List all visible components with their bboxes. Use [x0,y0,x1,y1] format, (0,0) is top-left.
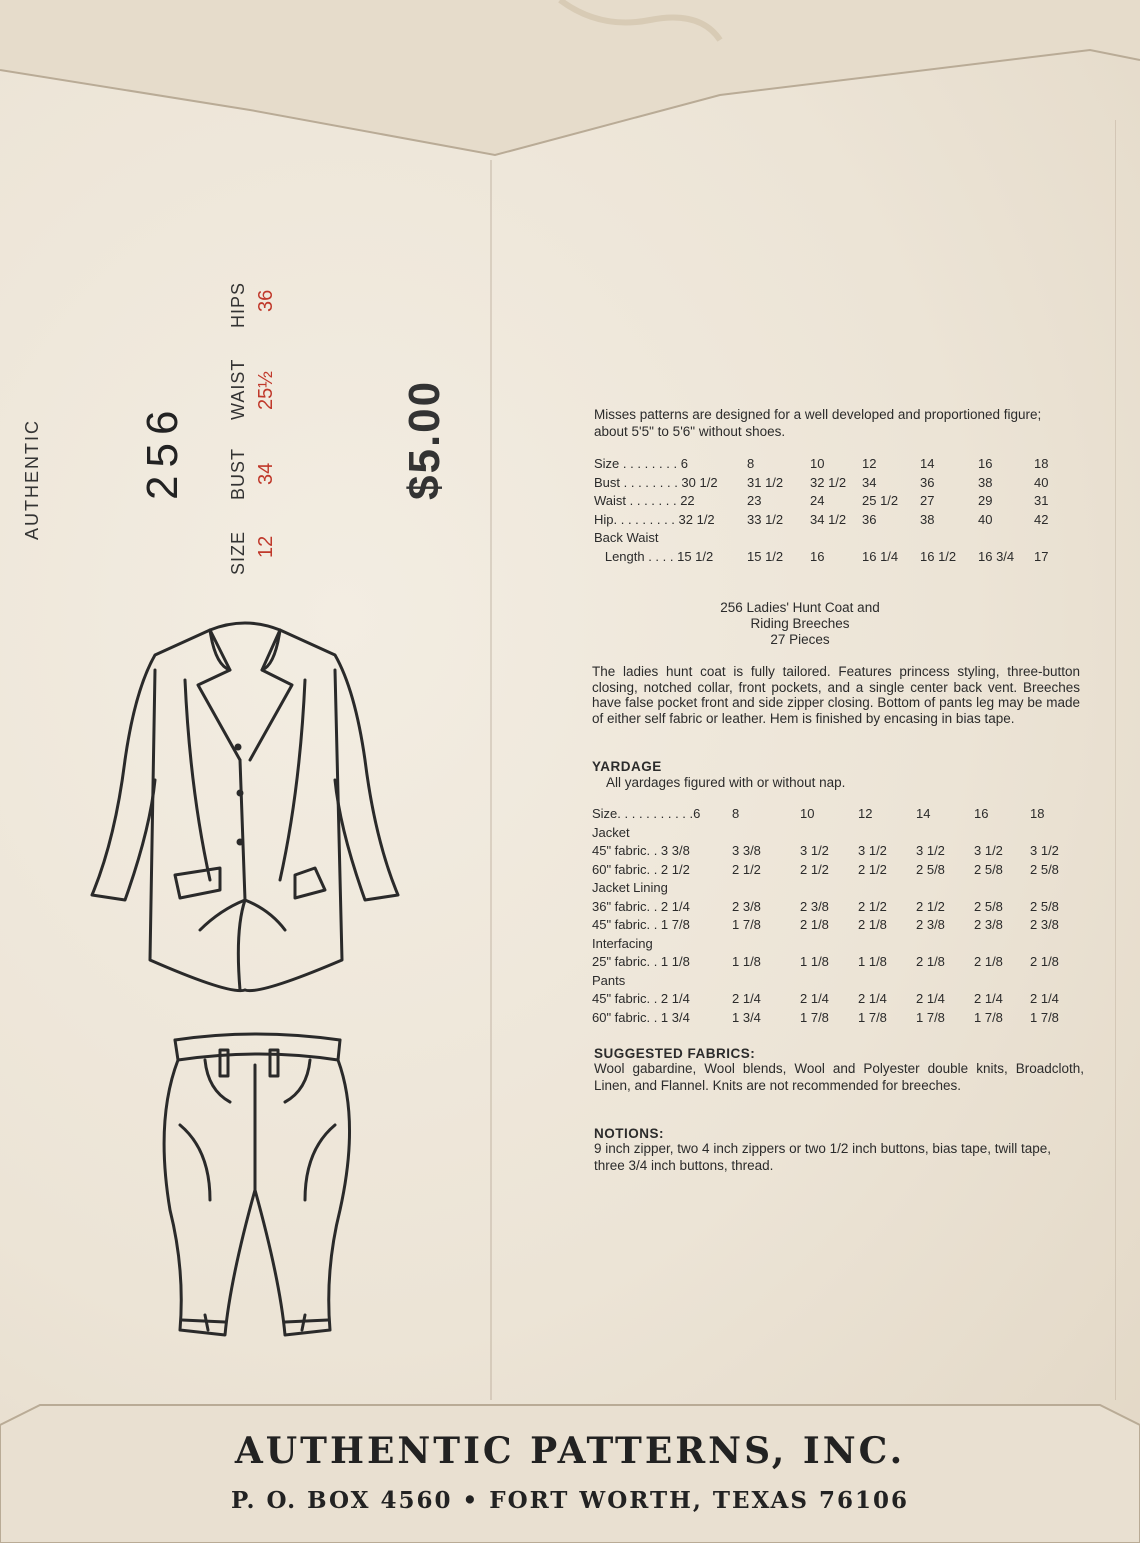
row-label: Hip. . . . . . . . . 32 1/2 [594,511,715,527]
envelope-flap [0,0,1140,180]
table-cell: 1 7/8 [1030,1009,1059,1025]
bust-label: BUST [228,447,248,500]
measurement-table [594,456,1074,571]
row-label: 25" fabric. . 1 1/8 [592,954,690,969]
table-cell: 31 [1034,493,1049,508]
row-label: 60" fabric. . 1 3/4 [592,1009,690,1025]
table-cell: 2 5/8 [974,861,1003,877]
notions-text: 9 inch zipper, two 4 inch zippers or two 1/2 inch buttons, bias tape, twill tape, three 3/4 inch buttons, thread. [594,1141,1052,1173]
yardage-heading: YARDAGE [592,759,662,774]
envelope-seam [490,160,492,1400]
table-cell: 2 1/8 [916,954,945,969]
yardage-table [592,806,1082,1031]
row-label: Pants [592,972,626,988]
table-cell: 32 1/2 [810,474,847,490]
table-cell: 12 [862,456,877,471]
table-cell: 1 7/8 [916,1009,945,1025]
table-cell: 34 1/2 [810,511,847,527]
table-cell: 16 3/4 [978,548,1015,564]
title-line: 256 Ladies' Hunt Coat and [720,600,880,615]
table-cell: 2 3/8 [732,898,761,914]
riding-breeches-illustration [150,1030,370,1375]
table-cell: 34 [862,474,877,490]
table-cell: 2 1/8 [1030,954,1059,969]
table-cell: 18 [1034,456,1049,471]
table-cell: 10 [810,456,825,471]
table-cell: 29 [978,493,993,508]
envelope-edge [1115,120,1116,1400]
table-cell: 2 3/8 [974,917,1003,932]
table-cell: 18 [1030,806,1045,821]
table-cell: 31 1/2 [747,474,784,490]
row-label: Back Waist [594,530,659,545]
table-cell: 24 [810,493,825,508]
table-cell: 2 1/8 [974,954,1003,969]
table-cell: 1 7/8 [858,1009,887,1025]
table-cell: 2 5/8 [1030,898,1059,914]
row-label: 45" fabric. . 2 1/4 [592,991,690,1006]
table-cell: 40 [978,511,993,527]
table-cell: 3 3/8 [732,843,761,858]
table-cell: 27 [920,493,935,508]
table-cell: 2 1/2 [858,898,887,914]
row-label: Bust . . . . . . . . 30 1/2 [594,474,718,490]
row-label: 60" fabric. . 2 1/2 [592,861,690,877]
pattern-number: 256 [138,402,187,500]
size-value: 12 [255,535,277,558]
waist-value: 25½ [255,371,277,410]
row-label: 36" fabric. . 2 1/4 [592,898,690,914]
table-cell: 2 1/2 [858,861,887,877]
row-label: 45" fabric. . 1 7/8 [592,917,690,932]
table-cell: 1 7/8 [732,917,761,932]
table-cell: 1 1/8 [800,954,829,969]
table-cell: 3 1/2 [800,843,829,858]
row-label: Size . . . . . . . . 6 [594,456,688,471]
table-cell: 1 3/4 [732,1009,761,1025]
table-cell: 2 3/8 [916,917,945,932]
hips-label: HIPS [228,281,248,328]
table-cell: 2 5/8 [916,861,945,877]
table-cell: 16 [978,456,993,471]
size-label: SIZE [228,530,248,575]
fabrics-text: Wool gabardine, Wool blends, Wool and Polyester double knits, Broadcloth, Linen, and Flannel. Knits are not recommended for breeches. [594,1061,1084,1093]
table-cell: 3 1/2 [916,843,945,858]
table-cell: 12 [858,806,873,821]
table-cell: 40 [1034,474,1049,490]
table-cell: 2 3/8 [1030,917,1059,932]
notions-heading: NOTIONS: [594,1126,664,1141]
table-cell: 36 [862,511,877,527]
table-cell: 16 1/4 [862,548,899,564]
table-cell: 2 1/8 [800,917,829,932]
row-label: Size. . . . . . . . . . .6 [592,806,701,821]
table-cell: 38 [920,511,935,527]
table-cell: 33 1/2 [747,511,784,527]
table-cell: 8 [747,456,755,471]
bust-value: 34 [255,462,277,485]
table-cell: 2 1/4 [916,991,945,1006]
table-cell: 2 3/8 [800,898,829,914]
table-cell: 3 1/2 [858,843,887,858]
description: The ladies hunt coat is fully tailored. Features princess styling, three-button closing, notched collar, front pockets, and a single center back vent. Breeches have false pocket front and side zipper closing. Bottom of pants leg may be made of either self fabric or leather. Hem is finished by encasing in bias tape. [592,664,1080,726]
table-cell: 2 1/4 [800,991,829,1006]
intro-text: Misses patterns are designed for a well developed and proportioned figure; about 5'5" to 5'6" without shoes. [594,407,1042,439]
company-address: P. O. BOX 4560 • FORT WORTH, TEXAS 76106 [230,1487,910,1514]
title-line: Riding Breeches [750,616,850,631]
hips-value: 36 [255,289,277,312]
table-cell: 8 [732,806,740,821]
table-cell: 42 [1034,511,1049,527]
table-cell: 17 [1034,548,1049,564]
table-cell: 16 [974,806,989,821]
table-cell: 10 [800,806,815,821]
price: $5.00 [400,379,449,500]
table-cell: 2 1/4 [732,991,761,1006]
table-cell: 14 [916,806,931,821]
table-cell: 25 1/2 [862,493,899,508]
row-label: Length . . . . 15 1/2 [594,548,714,564]
table-cell: 16 1/2 [920,548,957,564]
table-cell: 3 1/2 [974,843,1003,858]
fabrics-heading: SUGGESTED FABRICS: [594,1046,756,1061]
table-cell: 14 [920,456,935,471]
table-cell: 2 5/8 [974,898,1003,914]
table-cell: 23 [747,493,762,508]
waist-label: WAIST [228,358,248,420]
table-cell: 36 [920,474,935,490]
table-cell: 16 [810,548,825,564]
table-cell: 1 1/8 [732,954,761,969]
table-cell: 1 1/8 [858,954,887,969]
table-cell: 1 7/8 [800,1009,829,1025]
pattern-title [700,600,900,648]
row-label: Jacket [592,824,630,840]
table-cell: 2 1/4 [1030,991,1059,1006]
row-label: Jacket Lining [592,880,668,895]
table-cell: 2 1/4 [974,991,1003,1006]
table-cell: 15 1/2 [747,548,784,564]
yardage-note: All yardages figured with or without nap. [606,775,846,790]
company-name: AUTHENTIC PATTERNS, INC. [234,1430,906,1472]
table-cell: 2 1/2 [732,861,761,877]
row-label: 45" fabric. . 3 3/8 [592,843,690,858]
brand-label: AUTHENTIC [22,419,42,540]
title-line: 27 Pieces [770,632,830,647]
hunt-coat-illustration [80,610,410,1010]
table-cell: 1 7/8 [974,1009,1003,1025]
table-cell: 2 1/4 [858,991,887,1006]
table-cell: 2 1/2 [916,898,945,914]
row-label: Waist . . . . . . . 22 [594,493,695,508]
table-cell: 3 1/2 [1030,843,1059,858]
table-cell: 2 1/2 [800,861,829,877]
table-cell: 38 [978,474,993,490]
row-label: Interfacing [592,935,653,951]
table-cell: 2 5/8 [1030,861,1059,877]
table-cell: 2 1/8 [858,917,887,932]
